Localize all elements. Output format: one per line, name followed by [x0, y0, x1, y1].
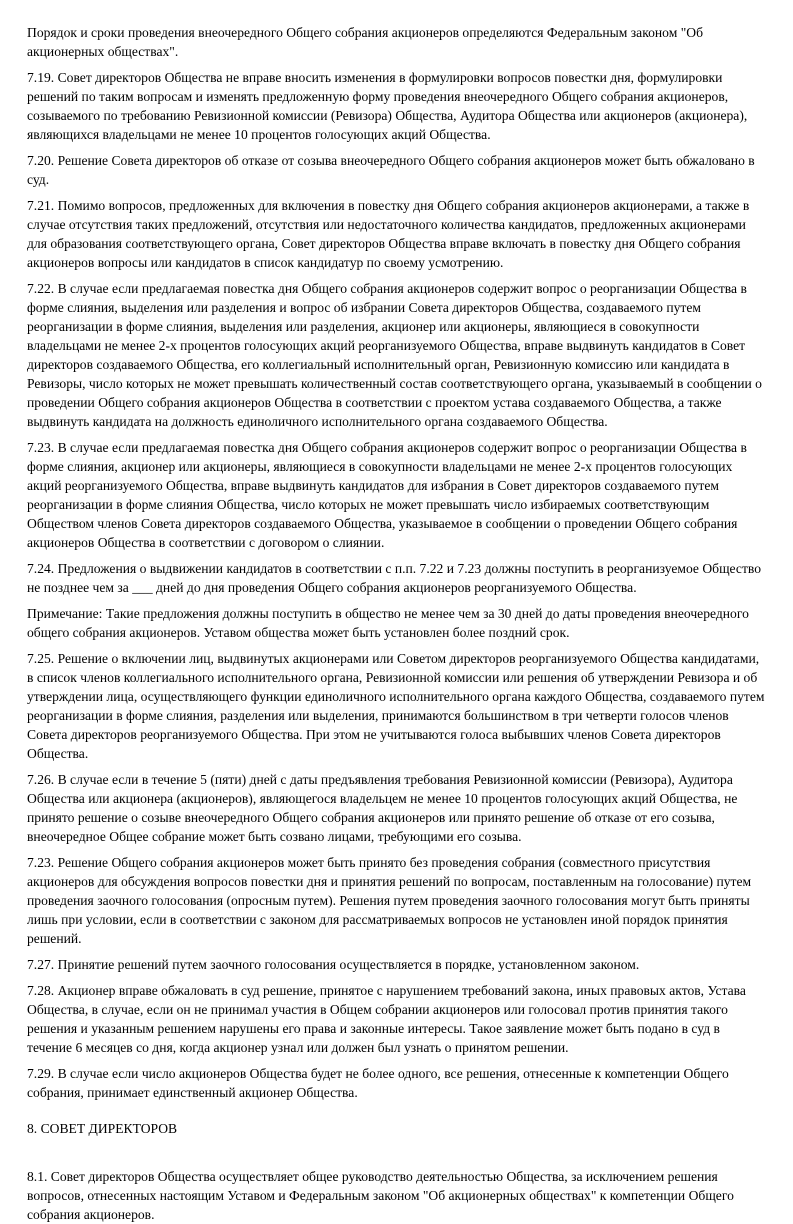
paragraph: 7.27. Принятие решений путем заочного голосования осуществляется в порядке, установленном законом.: [27, 957, 640, 972]
section-heading: 8. СОВЕТ ДИРЕКТОРОВ: [27, 1121, 178, 1136]
paragraph: 7.22. В случае если предлагаемая повестка дня Общего собрания акционеров содержит вопрос о реорганизации Общества в форме слияния, выделения или разделения и вопрос об избрании Совета директоров Общества, создаваемого путем реорганизации в форме слияния, выделения или разделения, акционер или акционеры, являющиеся в совокупности владельцами не менее 2-х процентов голосующих акций реорганизуемого Общества, вправе выдвинуть кандидатов в Совет директоров создаваемого Общества, его коллегиальный исполнительный орган, Ревизионную комиссию или кандидата в Ревизоры, число которых не может превышать количественный состав соответствующего органа, указываемый в сообщении о проведении Общего собрания акционеров Общества в соответствии с проектом устава создаваемого Общества, а также выдвинуть кандидата на должность единоличного исполнительного органа создаваемого Общества.: [27, 281, 762, 429]
paragraph: 8.1. Совет директоров Общества осуществляет общее руководство деятельностью Общества, за исключением решения вопросов, отнесенных настоящим Уставом и Федеральным законом "Об акционерных обществах" к компетенции Общего собрания акционеров.: [27, 1169, 734, 1222]
paragraph: 7.25. Решение о включении лиц, выдвинутых акционерами или Советом директоров реорганизуемого Общества кандидатами, в список членов коллегиального исполнительного органа, Ревизионной комиссии или решения об утверждении Ревизора и об утверждении лица, осуществляющего функции единоличного исполнительного органа каждого Общества, создаваемого путем реорганизации в форме слияния, разделения или выделения, принимаются большинством в три четверти голосов членов Совета директоров реорганизуемого Общества. При этом не учитываются голоса выбывших членов Совета директоров Общества.: [27, 651, 765, 761]
paragraph: Порядок и сроки проведения внеочередного Общего собрания акционеров определяются Федеральным законом "Об акционерных обществах".: [27, 25, 704, 59]
paragraph: 7.23. Решение Общего собрания акционеров может быть принято без проведения собрания (совместного присутствия акционеров для обсуждения вопросов повестки дня и принятия решений по вопросам, поставленным на голосование) путем проведения заочного голосования (опросным путем). Решения путем проведения заочного голосования могут быть приняты лишь при условии, если в соответствии с законом для рассматриваемых вопросов не установлен иной порядок принятия решений.: [27, 855, 752, 946]
paragraph: 7.29. В случае если число акционеров Общества будет не более одного, все решения, отнесенные к компетенции Общего собрания, принимает единственный акционер Общества.: [27, 1066, 729, 1100]
paragraph: 7.20. Решение Совета директоров об отказе от созыва внеочередного Общего собрания акционеров может быть обжаловано в суд.: [27, 153, 755, 187]
paragraph: Примечание: Такие предложения должны поступить в общество не менее чем за 30 дней до даты проведения внеочередного общего собрания акционеров. Уставом общества может быть установлен более поздний срок.: [27, 606, 749, 640]
paragraph: 7.19. Совет директоров Общества не вправе вносить изменения в формулировки вопросов повестки дня, формулировки решений по таким вопросам и изменять предложенную форму проведения внеочередного Общего собрания акционеров, созываемого по требованию Ревизионной комиссии (Ревизора) Общества, Аудитора Общества или акционеров (акционера), являющихся владельцами не менее 10 процентов голосующих акций Общества.: [27, 70, 748, 142]
paragraph: 7.21. Помимо вопросов, предложенных для включения в повестку дня Общего собрания акционеров акционерами, а также в случае отсутствия таких предложений, отсутствия или недостаточного количества кандидатов, предложенных акционерами для образования соответствующего органа, Совет директоров Общества вправе включать в повестку дня Общего собрания акционеров вопросы или кандидатов в список кандидатур по своему усмотрению.: [27, 198, 750, 270]
paragraph: 7.23. В случае если предлагаемая повестка дня Общего собрания акционеров содержит вопрос о реорганизации Общества в форме слияния, акционер или акционеры, являющиеся в совокупности владельцами не менее 2-х процентов голосующих акций реорганизуемого Общества, вправе выдвинуть кандидатов для избрания в Совет директоров создаваемого путем реорганизации в форме слияния Общества, число которых не может превышать число избираемых соответствующим Обществом членов Совета директоров создаваемого Общества, указываемое в сообщении о проведении Общего собрания акционеров Общества в соответствии с договором о слиянии.: [27, 440, 747, 550]
paragraph: 7.28. Акционер вправе обжаловать в суд решение, принятое с нарушением требований закона, иных правовых актов, Устава Общества, в случае, если он не принимал участия в Общем собрании акционеров или голосовал против принятия такого решения и указанным решением нарушены его права и законные интересы. Такое заявление может быть подано в суд в течение 6 месяцев со дня, когда акционер узнал или должен был узнать о принятом решении.: [27, 983, 746, 1055]
paragraph: 7.24. Предложения о выдвижении кандидатов в соответствии с п.п. 7.22 и 7.23 должны поступить в реорганизуемое Общество не позднее чем за ___ дней до дня проведения Общего собрания акционеров реорганизуемого Общества.: [27, 561, 762, 595]
paragraph: 7.26. В случае если в течение 5 (пяти) дней с даты предъявления требования Ревизионной комиссии (Ревизора), Аудитора Общества или акционера (акционеров), являющегося владельцем не менее 10 процентов голосующих акций Общества, не принято решение о созыве внеочередного Общего собрания акционеров или принято решение об отказе от его созыва, внеочередное Общее собрание может быть созвано лицами, требующими его созыва.: [27, 772, 738, 844]
